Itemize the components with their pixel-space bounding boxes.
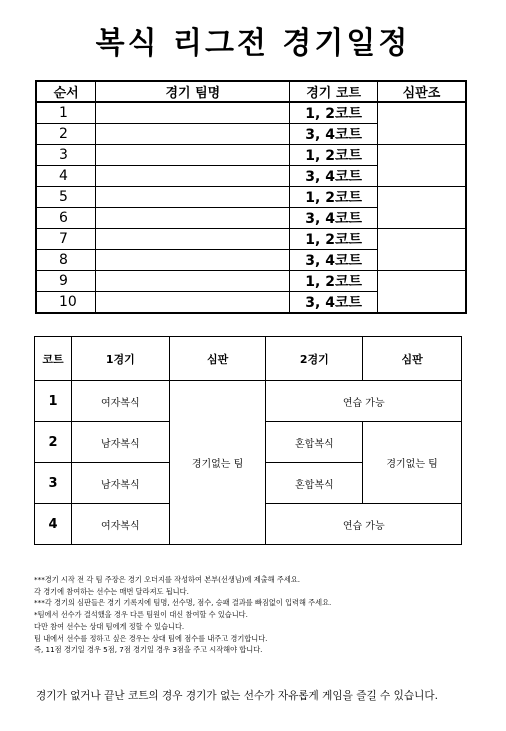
- team-name-cell[interactable]: [96, 250, 290, 271]
- court-cell: 1, 2코트: [290, 102, 378, 124]
- order-cell: 1: [36, 102, 96, 124]
- referee-group-cell[interactable]: [377, 229, 466, 271]
- team-name-cell[interactable]: [96, 166, 290, 187]
- header-order: 순서: [36, 81, 96, 102]
- court-cell: 3, 4코트: [290, 166, 378, 187]
- table-row: [35, 381, 462, 422]
- order-cell: 3: [36, 145, 96, 166]
- footer-note: 경기가 없거나 끝난 코트의 경우 경기가 없는 선수가 자유롭게 게임을 즐길 수 있습니다.: [36, 690, 438, 702]
- court-number: 4: [35, 504, 72, 545]
- note-line: ***각 경기의 심판들은 경기 기록지에 팀명, 선수명, 점수, 승패 결과를 빠짐없이 입력해 주세요.: [34, 598, 332, 608]
- header-court: 코트: [35, 337, 72, 381]
- order-cell: 4: [36, 166, 96, 187]
- team-name-cell[interactable]: [96, 124, 290, 145]
- header-team-name: 경기 팀명: [96, 81, 290, 102]
- table-row: [36, 145, 466, 166]
- court-cell: 3, 4코트: [290, 208, 378, 229]
- game-2-cell: 연습 가능: [266, 381, 462, 422]
- schedule-header-row: [36, 81, 466, 102]
- referee-group-cell[interactable]: [377, 271, 466, 314]
- team-name-cell[interactable]: [96, 271, 290, 292]
- order-cell: 8: [36, 250, 96, 271]
- referee-group-cell[interactable]: [377, 102, 466, 145]
- court-number: 2: [35, 422, 72, 463]
- note-line: 각 경기에 참여하는 선수는 매번 달라져도 됩니다.: [34, 586, 189, 596]
- game-2-cell: 혼합복식: [266, 463, 363, 504]
- order-cell: 9: [36, 271, 96, 292]
- game-1-cell: 남자복식: [71, 422, 169, 463]
- note-line: ***경기 시작 전 각 팀 주장은 경기 오더지를 작성하여 본부(선생님)에 제출해 주세요.: [34, 575, 300, 584]
- header-referee-group: 심판조: [377, 81, 466, 102]
- team-name-cell[interactable]: [96, 187, 290, 208]
- order-cell: 10: [36, 292, 96, 314]
- order-cell: 7: [36, 229, 96, 250]
- table-row: [36, 187, 466, 208]
- notes-section: [34, 574, 494, 656]
- court-cell: 3, 4코트: [290, 124, 378, 145]
- court-cell: 1, 2코트: [290, 145, 378, 166]
- court-cell: 1, 2코트: [290, 187, 378, 208]
- referee-group-cell[interactable]: [377, 187, 466, 229]
- table-row: [36, 229, 466, 250]
- order-cell: 5: [36, 187, 96, 208]
- team-name-cell[interactable]: [96, 208, 290, 229]
- table-row: [36, 102, 466, 124]
- team-name-cell[interactable]: [96, 145, 290, 166]
- page-title: 복식 리그전 경기일정: [95, 26, 411, 61]
- header-court: 경기 코트: [290, 81, 378, 102]
- court-cell: 1, 2코트: [290, 271, 378, 292]
- note-line: 팀 내에서 선수를 정하고 싶은 경우는 상대 팀에 점수를 내주고 경기합니다.: [34, 633, 268, 643]
- court-number: 1: [35, 381, 72, 422]
- game-2-cell: 연습 가능: [266, 504, 462, 545]
- header-referee-2: 심판: [363, 337, 462, 381]
- table-row: [36, 271, 466, 292]
- court-header-row: [35, 337, 462, 381]
- team-name-cell[interactable]: [96, 229, 290, 250]
- game-2-cell: 혼합복식: [266, 422, 363, 463]
- court-number: 3: [35, 463, 72, 504]
- game-1-cell: 여자복식: [71, 504, 169, 545]
- schedule-table: [35, 80, 467, 314]
- court-cell: 1, 2코트: [290, 229, 378, 250]
- game-1-cell: 남자복식: [71, 463, 169, 504]
- header-referee-1: 심판: [169, 337, 266, 381]
- court-cell: 3, 4코트: [290, 292, 378, 314]
- note-line: 즉, 11점 경기일 경우 5점, 7점 경기일 경우 3점을 주고 시작해야 합니다.: [34, 645, 263, 655]
- order-cell: 6: [36, 208, 96, 229]
- note-line: *팀에서 선수가 결석했을 경우 다른 팀원이 대신 참여할 수 있습니다.: [34, 610, 248, 620]
- team-name-cell[interactable]: [96, 292, 290, 314]
- header-game-2: 2경기: [266, 337, 363, 381]
- team-name-cell[interactable]: [96, 102, 290, 124]
- court-assignment-table: [34, 336, 462, 545]
- referee-group-cell[interactable]: [377, 145, 466, 187]
- court-cell: 3, 4코트: [290, 250, 378, 271]
- note-line: 다만 참여 선수는 상대 팀에게 정할 수 있습니다.: [34, 621, 185, 631]
- game-1-cell: 여자복식: [71, 381, 169, 422]
- referee-2-cell: 경기없는 팀: [363, 422, 462, 504]
- header-game-1: 1경기: [71, 337, 169, 381]
- referee-1-cell: 경기없는 팀: [169, 381, 266, 545]
- order-cell: 2: [36, 124, 96, 145]
